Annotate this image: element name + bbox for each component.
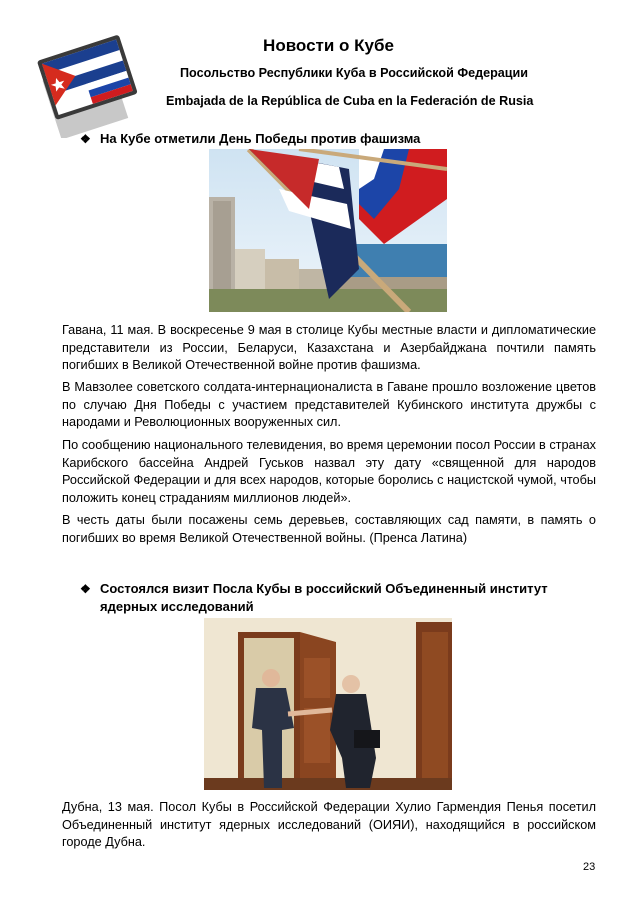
flags-havana-photo <box>209 149 447 312</box>
article-paragraph: Дубна, 13 мая. Посол Кубы в Российской Федерации Хулио Гармендия Пенья посетил Объединенный институт ядерных исследований (ОИЯИ), находящийся в российском городе Дубна. <box>62 800 596 849</box>
embassy-name-es: Embajada de la República de Cuba en la Federación de Rusia <box>166 94 534 108</box>
handshake-photo <box>204 618 452 790</box>
bullet-icon: ❖ <box>80 132 91 146</box>
article-heading <box>80 580 598 616</box>
bullet-icon: ❖ <box>80 582 91 596</box>
page-title: Новости о Кубе <box>263 36 394 55</box>
article-paragraph: Гавана, 11 мая. В воскресенье 9 мая в столице Кубы местные власти и дипломатические представители из России, Беларуси, Казахстана и Азербайджана почтили память погибших в Великой Отечественной войне против фашизма. <box>62 323 596 372</box>
article-heading <box>80 130 420 148</box>
embassy-name-ru: Посольство Республики Куба в Российской Федерации <box>180 66 528 80</box>
article-paragraph: По сообщению национального телевидения, во время церемонии посол России в странах Карибского бассейна Андрей Гуськов назвал эту дату «священной для народов Российской Федерации и для всех народов, которые боролись с нацистской чумой, чтобы положить конец страданиям миллионов людей». <box>62 438 596 505</box>
page-number: 23 <box>583 861 596 873</box>
article-paragraph: В Мавзолее советского солдата-интернационалиста в Гаване прошло возложение цветов по случаю Дня Победы с участием представителей Кубинского института дружбы с народами и Революционных вооруженных сил. <box>62 380 596 429</box>
article-heading-text: Состоялся визит Посла Кубы в российский Объединенный институт <box>100 581 548 596</box>
article-paragraph: В честь даты были посажены семь деревьев, составляющих сад памяти, в память о погибших во время Великой Отечественной войны. (Пренса Латина) <box>62 513 596 545</box>
article-heading-text: На Кубе отметили День Победы против фашизма <box>100 131 421 146</box>
article-heading-text-continued: ядерных исследований <box>100 599 254 614</box>
